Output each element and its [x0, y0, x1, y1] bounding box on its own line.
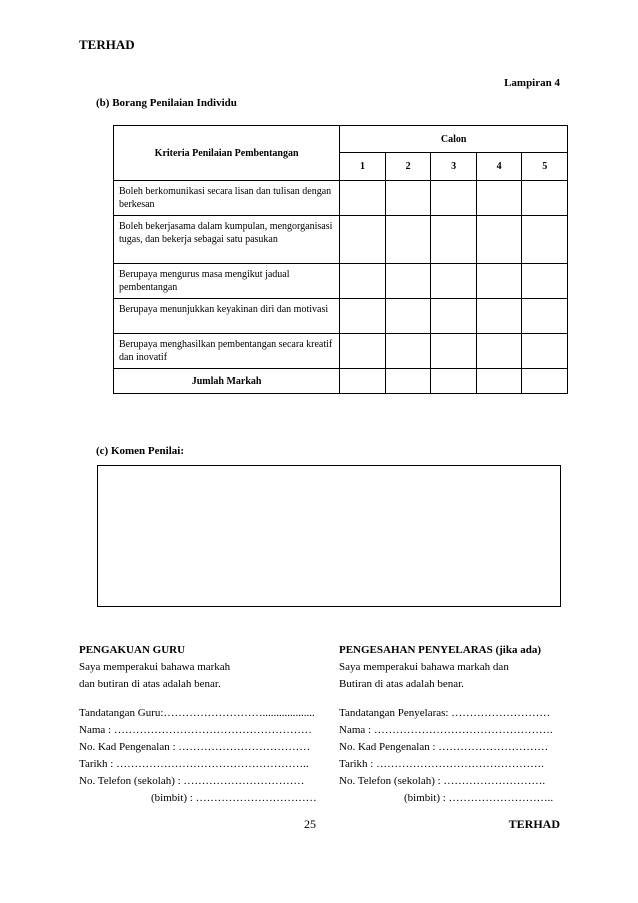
pengakuan-guru-title: PENGAKUAN GURU [79, 644, 186, 656]
table-row [114, 264, 568, 299]
guru-date-field[interactable]: Tarikh : …………………………………………….. [79, 758, 309, 770]
score-cell[interactable] [522, 334, 568, 369]
candidate-column-1: 1 [340, 153, 386, 181]
score-cell[interactable] [522, 181, 568, 216]
criteria-cell: Berupaya menghasilkan pembentangan secara kreatif dan inovatif [114, 334, 340, 369]
guru-phone-mobile-field[interactable]: (bimbit) : …………………………… [151, 792, 317, 804]
score-cell[interactable] [385, 334, 431, 369]
calon-header: Calon [340, 126, 568, 153]
score-cell[interactable] [431, 264, 477, 299]
guru-phone-school-field[interactable]: No. Telefon (sekolah) : …………………………… [79, 775, 305, 787]
table-row [114, 181, 568, 216]
score-cell[interactable] [431, 334, 477, 369]
score-cell[interactable] [431, 216, 477, 264]
comment-box[interactable] [97, 465, 561, 607]
score-cell[interactable] [476, 299, 522, 334]
guru-ic-field[interactable]: No. Kad Pengenalan : ……………………………… [79, 741, 311, 753]
total-label: Jumlah Markah [114, 369, 340, 394]
total-row [114, 369, 568, 394]
evaluation-table [113, 125, 568, 394]
candidate-column-4: 4 [476, 153, 522, 181]
total-score-cell[interactable] [385, 369, 431, 394]
pengesahan-line-2: Butiran di atas adalah benar. [339, 678, 464, 690]
total-score-cell[interactable] [340, 369, 386, 394]
score-cell[interactable] [476, 216, 522, 264]
total-score-cell[interactable] [476, 369, 522, 394]
guru-signature-field[interactable]: Tandatangan Guru:………………………................... [79, 707, 315, 719]
table-row [114, 216, 568, 264]
score-cell[interactable] [431, 299, 477, 334]
score-cell[interactable] [340, 299, 386, 334]
pengakuan-guru-block [79, 642, 329, 807]
footer-classification: TERHAD [508, 817, 560, 831]
score-cell[interactable] [385, 264, 431, 299]
candidate-column-3: 3 [431, 153, 477, 181]
criteria-cell: Berupaya mengurus masa mengikut jadual pembentangan [114, 264, 340, 299]
score-cell[interactable] [340, 216, 386, 264]
penyelaras-date-field[interactable]: Tarikh : ………………………………………. [339, 758, 544, 770]
score-cell[interactable] [522, 299, 568, 334]
penyelaras-phone-school-field[interactable]: No. Telefon (sekolah) : ………………………. [339, 775, 546, 787]
score-cell[interactable] [476, 181, 522, 216]
lampiran-label: Lampiran 4 [504, 77, 560, 89]
score-cell[interactable] [340, 181, 386, 216]
candidate-column-5: 5 [522, 153, 568, 181]
total-score-cell[interactable] [522, 369, 568, 394]
score-cell[interactable] [522, 264, 568, 299]
score-cell[interactable] [385, 181, 431, 216]
pengakuan-line-1: Saya memperakui bahawa markah [79, 661, 231, 673]
header-classification: TERHAD [79, 37, 135, 52]
score-cell[interactable] [385, 216, 431, 264]
pengesahan-block [339, 642, 579, 807]
penyelaras-signature-field[interactable]: Tandatangan Penyelaras: ……………………… [339, 707, 551, 719]
score-cell[interactable] [340, 334, 386, 369]
criteria-cell: Berupaya menunjukkan keyakinan diri dan motivasi [114, 299, 340, 334]
criteria-cell: Boleh bekerjasama dalam kumpulan, mengorganisasi tugas, dan bekerja sebagai satu pasukan [114, 216, 340, 264]
section-b-title: (b) Borang Penilaian Individu [96, 97, 237, 109]
total-score-cell[interactable] [431, 369, 477, 394]
score-cell[interactable] [476, 264, 522, 299]
score-cell[interactable] [476, 334, 522, 369]
page-number: 25 [304, 817, 316, 831]
candidate-column-2: 2 [385, 153, 431, 181]
section-c-title: (c) Komen Penilai: [96, 445, 184, 457]
criteria-header: Kriteria Penilaian Pembentangan [114, 126, 340, 181]
pengesahan-title: PENGESAHAN PENYELARAS (jika ada) [339, 644, 541, 656]
penyelaras-name-field[interactable]: Nama : …………………………………………. [339, 724, 553, 736]
pengesahan-line-1: Saya memperakui bahawa markah dan [339, 661, 509, 673]
score-cell[interactable] [385, 299, 431, 334]
table-row [114, 299, 568, 334]
penyelaras-ic-field[interactable]: No. Kad Pengenalan : ………………………… [339, 741, 549, 753]
pengakuan-line-2: dan butiran di atas adalah benar. [79, 678, 221, 690]
score-cell[interactable] [431, 181, 477, 216]
penyelaras-phone-mobile-field[interactable]: (bimbit) : ……………………….. [404, 792, 554, 804]
guru-name-field[interactable]: Nama : ……………………………………………… [79, 724, 312, 736]
criteria-cell: Boleh berkomunikasi secara lisan dan tulisan dengan berkesan [114, 181, 340, 216]
score-cell[interactable] [340, 264, 386, 299]
table-row [114, 334, 568, 369]
score-cell[interactable] [522, 216, 568, 264]
